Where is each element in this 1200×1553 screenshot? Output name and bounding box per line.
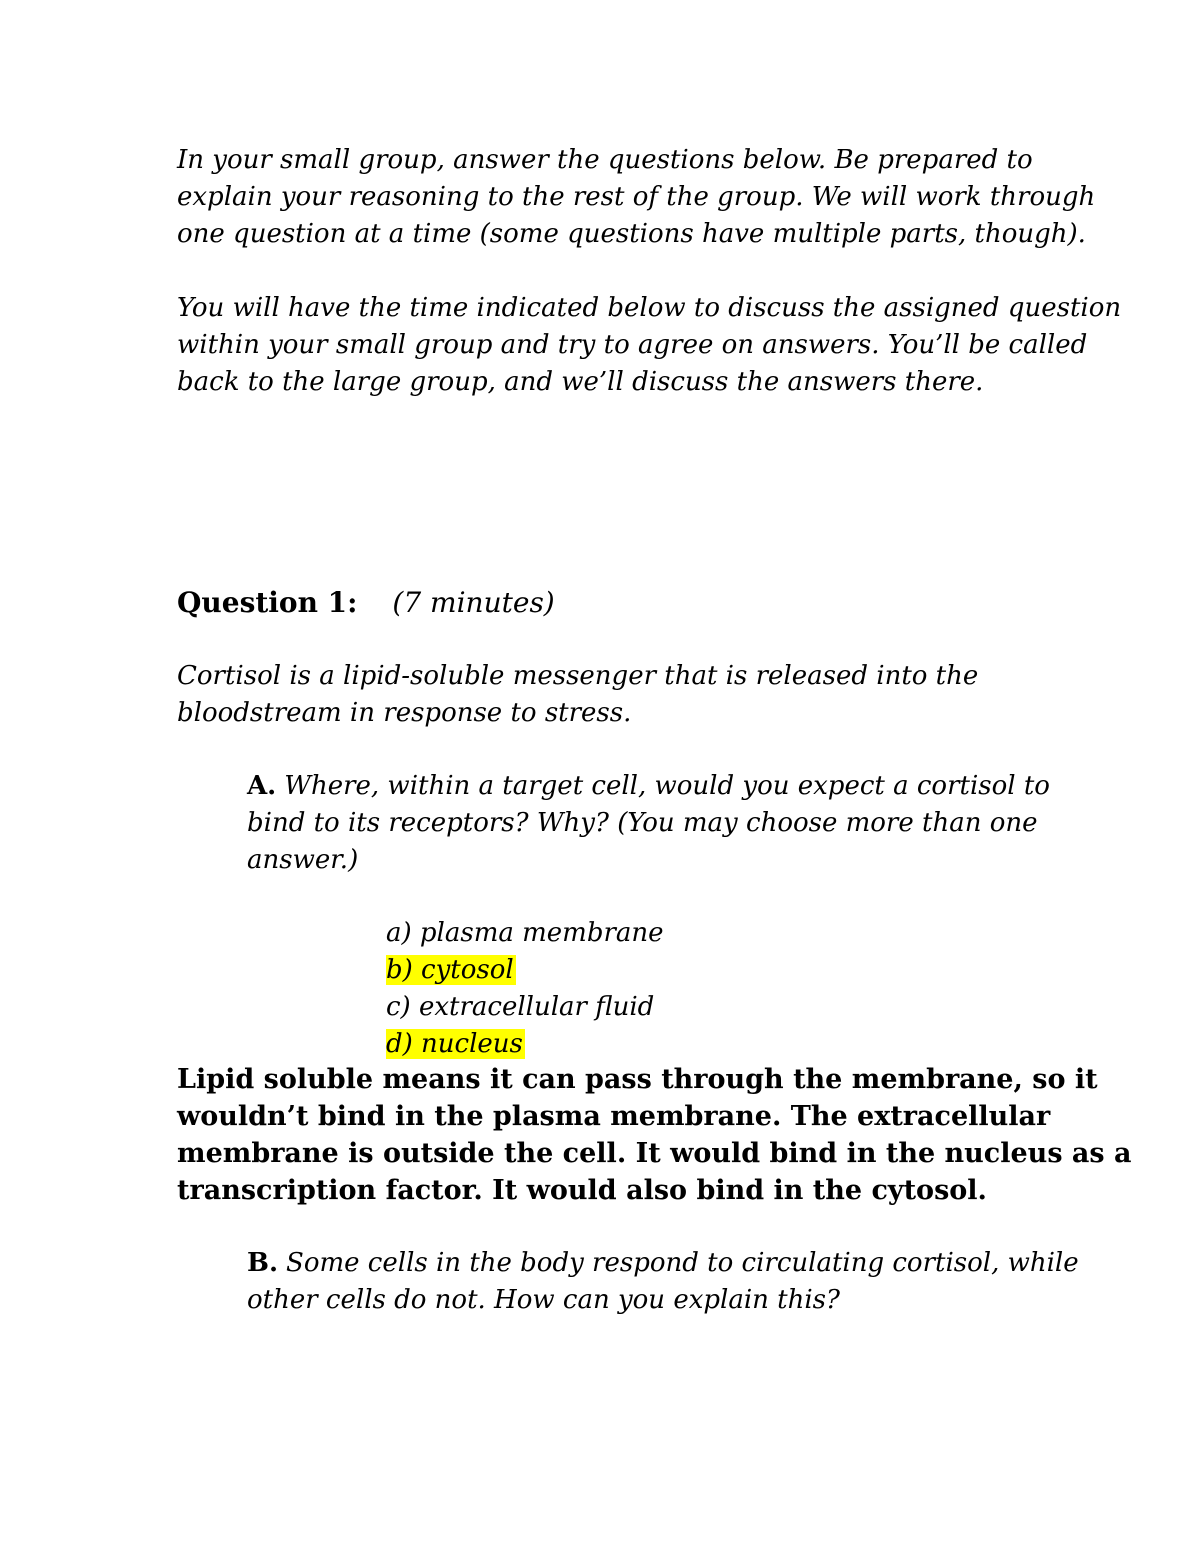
intro-paragraph-1 bbox=[177, 142, 1107, 253]
part-b-line bbox=[247, 1245, 1107, 1282]
option-c bbox=[386, 989, 664, 1026]
option-a bbox=[386, 915, 664, 952]
part-a-text: Where, within a target cell, would you expect a cortisol to bbox=[284, 771, 1050, 801]
option-b-highlighted bbox=[386, 952, 664, 989]
stem-line: Cortisol is a lipid-soluble messenger that is released into the bbox=[177, 661, 979, 691]
question-title: Question 1: bbox=[177, 586, 358, 619]
student-answer bbox=[177, 1061, 1132, 1209]
intro-line: one question at a time (some questions have multiple parts, though). bbox=[177, 219, 1086, 249]
answer-line: wouldn’t bind in the plasma membrane. The extracellular bbox=[177, 1101, 1051, 1132]
option-d-highlighted bbox=[386, 1026, 664, 1063]
part-a-line: answer.) bbox=[247, 845, 359, 875]
question-time-limit: (7 minutes) bbox=[392, 586, 555, 619]
intro-line: within your small group and try to agree on answers. You’ll be called bbox=[177, 330, 1088, 360]
option-label: c) extracellular fluid bbox=[386, 992, 655, 1022]
question-stem bbox=[177, 658, 1107, 732]
answer-line: transcription factor. It would also bind in the cytosol. bbox=[177, 1175, 987, 1206]
intro-line: In your small group, answer the questions below. Be prepared to bbox=[177, 145, 1033, 175]
answer-options bbox=[386, 915, 664, 1063]
option-label: a) plasma membrane bbox=[386, 918, 664, 948]
part-a-line bbox=[247, 768, 1107, 805]
part-b-text: Some cells in the body respond to circulating cortisol, while bbox=[286, 1248, 1079, 1278]
part-b-letter: B. bbox=[247, 1248, 279, 1278]
part-a-letter: A. bbox=[247, 771, 277, 801]
intro-paragraph-2 bbox=[177, 290, 1122, 401]
question-part-a bbox=[247, 768, 1107, 879]
option-label: b) cytosol bbox=[386, 955, 514, 985]
answer-line: membrane is outside the cell. It would bind in the nucleus as a bbox=[177, 1138, 1132, 1169]
stem-line: bloodstream in response to stress. bbox=[177, 698, 632, 728]
question-part-b bbox=[247, 1245, 1107, 1319]
answer-line: Lipid soluble means it can pass through the membrane, so it bbox=[177, 1064, 1098, 1095]
intro-line: back to the large group, and we’ll discuss the answers there. bbox=[177, 367, 984, 397]
intro-line: explain your reasoning to the rest of the group. We will work through bbox=[177, 182, 1096, 212]
intro-line: You will have the time indicated below to discuss the assigned question bbox=[177, 293, 1122, 323]
part-a-line: bind to its receptors? Why? (You may choose more than one bbox=[247, 808, 1038, 838]
question-heading bbox=[177, 584, 555, 621]
part-b-line: other cells do not. How can you explain this? bbox=[247, 1285, 840, 1315]
option-label: d) nucleus bbox=[386, 1029, 523, 1059]
